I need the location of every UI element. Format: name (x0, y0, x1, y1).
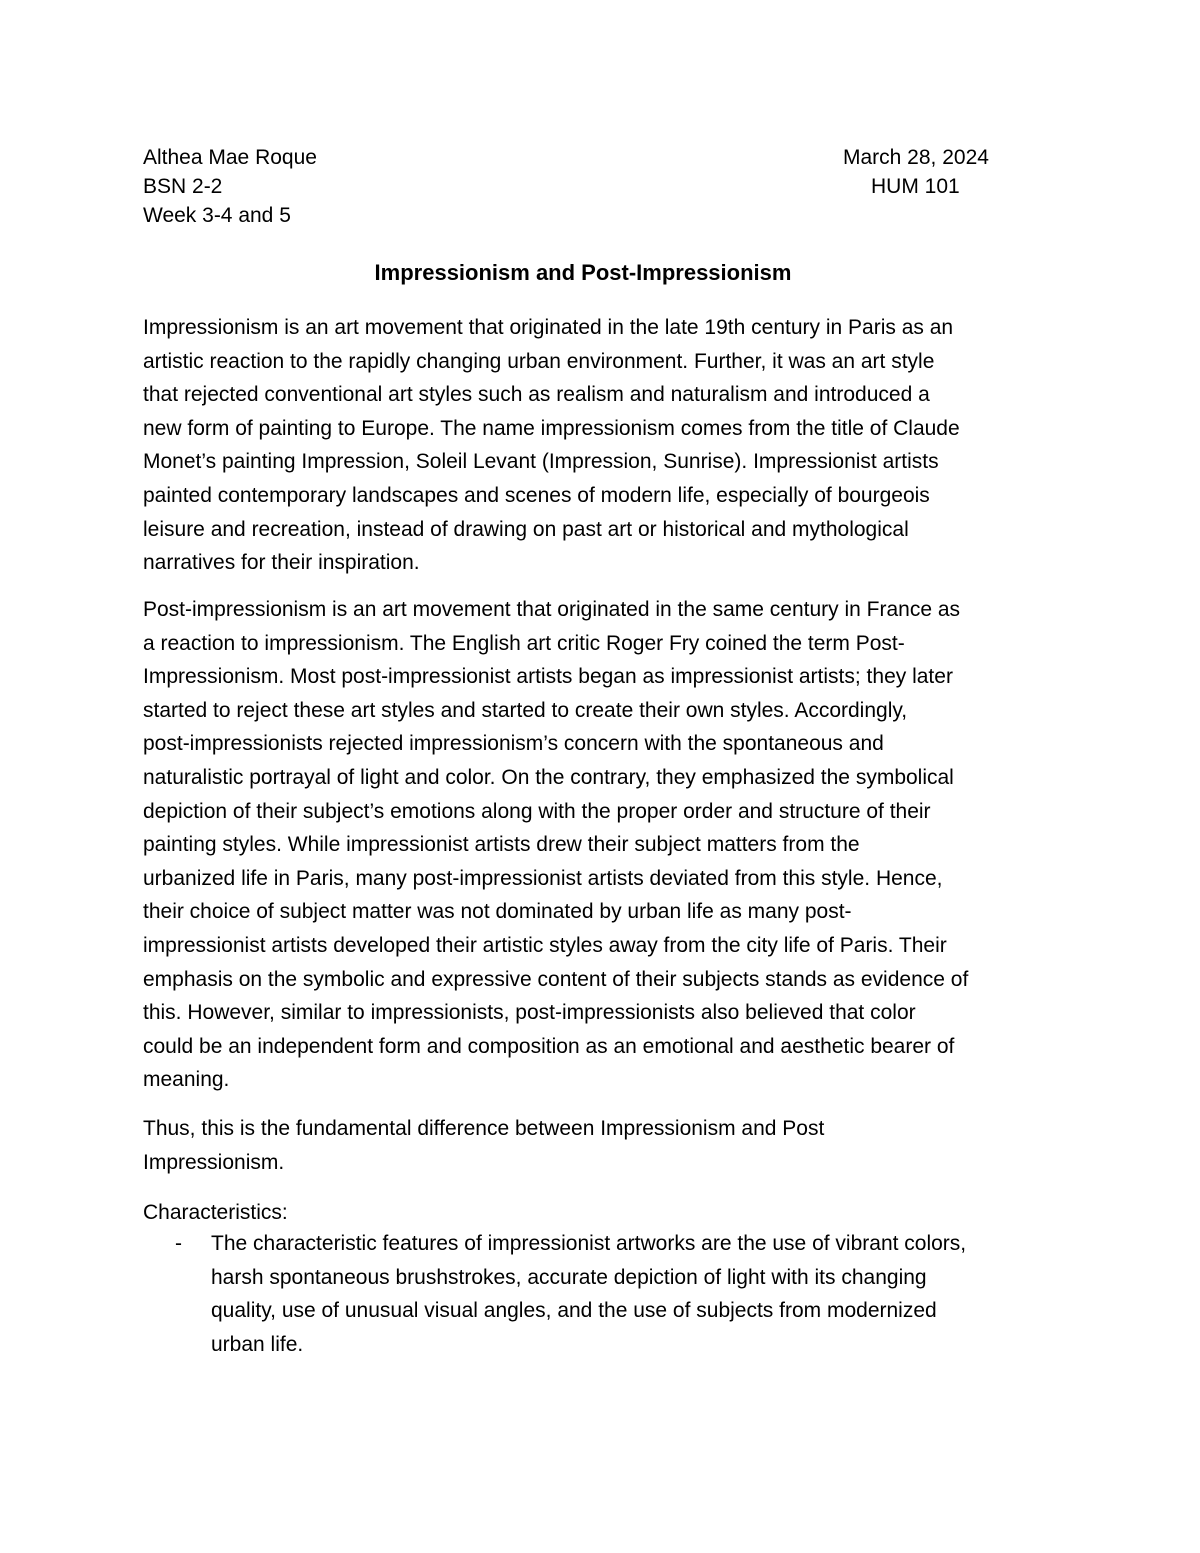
list-item-text (211, 1227, 1071, 1361)
text-line: a reaction to impressionism. The English art critic Roger Fry coined the term Post- (143, 631, 905, 655)
section-label: BSN 2-2 (143, 175, 223, 198)
text-line: meaning. (143, 1068, 230, 1092)
text-line: post-impressionists rejected impressionism’s concern with the spontaneous and (143, 732, 884, 756)
paragraph-text (143, 593, 1063, 1097)
text-line: The characteristic features of impressionist artworks are the use of vibrant colors, (211, 1232, 967, 1255)
text-line: Monet’s painting Impression, Soleil Levant (Impression, Sunrise). Impressionist artists (143, 450, 939, 474)
text-line: that rejected conventional art styles such as realism and naturalism and introduced a (143, 383, 930, 407)
text-line: Impressionism is an art movement that originated in the late 19th century in Paris as an (143, 316, 954, 339)
text-line: their choice of subject matter was not dominated by urban life as many post- (143, 900, 852, 924)
text-line: new form of painting to Europe. The name impressionism comes from the title of Claude (143, 416, 960, 440)
text-line: this. However, similar to impressionists, post-impressionists also believed that color (143, 1001, 916, 1025)
document-title: Impressionism and Post-Impressionism (374, 260, 792, 285)
bullet-marker: - (175, 1232, 182, 1255)
text-line: naturalistic portrayal of light and color. On the contrary, they emphasized the symbolical (143, 765, 954, 789)
text-line: urbanized life in Paris, many post-impressionist artists deviated from this style. Hence, (143, 866, 943, 890)
text-line: could be an independent form and composition as an emotional and aesthetic bearer of (143, 1034, 955, 1058)
header-row-2 (143, 172, 1023, 201)
text-line: emphasis on the symbolic and expressive content of their subjects stands as evidence of (143, 967, 969, 991)
submission-date: March 28, 2024 (843, 146, 989, 169)
text-line: Thus, this is the fundamental difference between Impressionism and Post (143, 1117, 825, 1140)
text-line: impressionist artists developed their artistic styles away from the city life of Paris. Their (143, 933, 947, 957)
paragraph-conclusion (143, 1112, 1063, 1179)
course-code: HUM 101 (871, 175, 960, 198)
text-line: artistic reaction to the rapidly changing urban environment. Further, it was an art style (143, 349, 935, 373)
paragraph-post-impressionism (143, 593, 1063, 1097)
author-name: Althea Mae Roque (143, 146, 317, 169)
text-line: quality, use of unusual visual angles, and the use of subjects from modernized (211, 1299, 937, 1323)
text-line: painted contemporary landscapes and scenes of modern life, especially of bourgeois (143, 483, 930, 507)
text-line: narratives for their inspiration. (143, 551, 420, 575)
header-row-1 (143, 143, 1023, 172)
text-line: harsh spontaneous brushstrokes, accurate depiction of light with its changing (211, 1265, 927, 1289)
header-row-3 (143, 201, 1023, 230)
text-line: started to reject these art styles and started to create their own styles. Accordingly, (143, 698, 908, 722)
text-line: painting styles. While impressionist artists drew their subject matters from the (143, 833, 860, 857)
paragraph-text (143, 311, 1063, 580)
text-line: depiction of their subject’s emotions along with the proper order and structure of their (143, 799, 931, 823)
text-line: leisure and recreation, instead of drawing on past art or historical and mythological (143, 517, 909, 541)
text-line: Impressionism. Most post-impressionist artists began as impressionist artists; they later (143, 665, 953, 689)
document-header (143, 143, 1023, 230)
paragraph-impressionism (143, 311, 1063, 580)
characteristics-heading: Characteristics: (143, 1201, 288, 1224)
text-line: urban life. (211, 1332, 304, 1356)
paragraph-text (143, 1112, 1063, 1179)
week-label: Week 3-4 and 5 (143, 204, 291, 227)
text-line: Post-impressionism is an art movement that originated in the same century in France as (143, 598, 961, 621)
text-line: Impressionism. (143, 1150, 285, 1174)
